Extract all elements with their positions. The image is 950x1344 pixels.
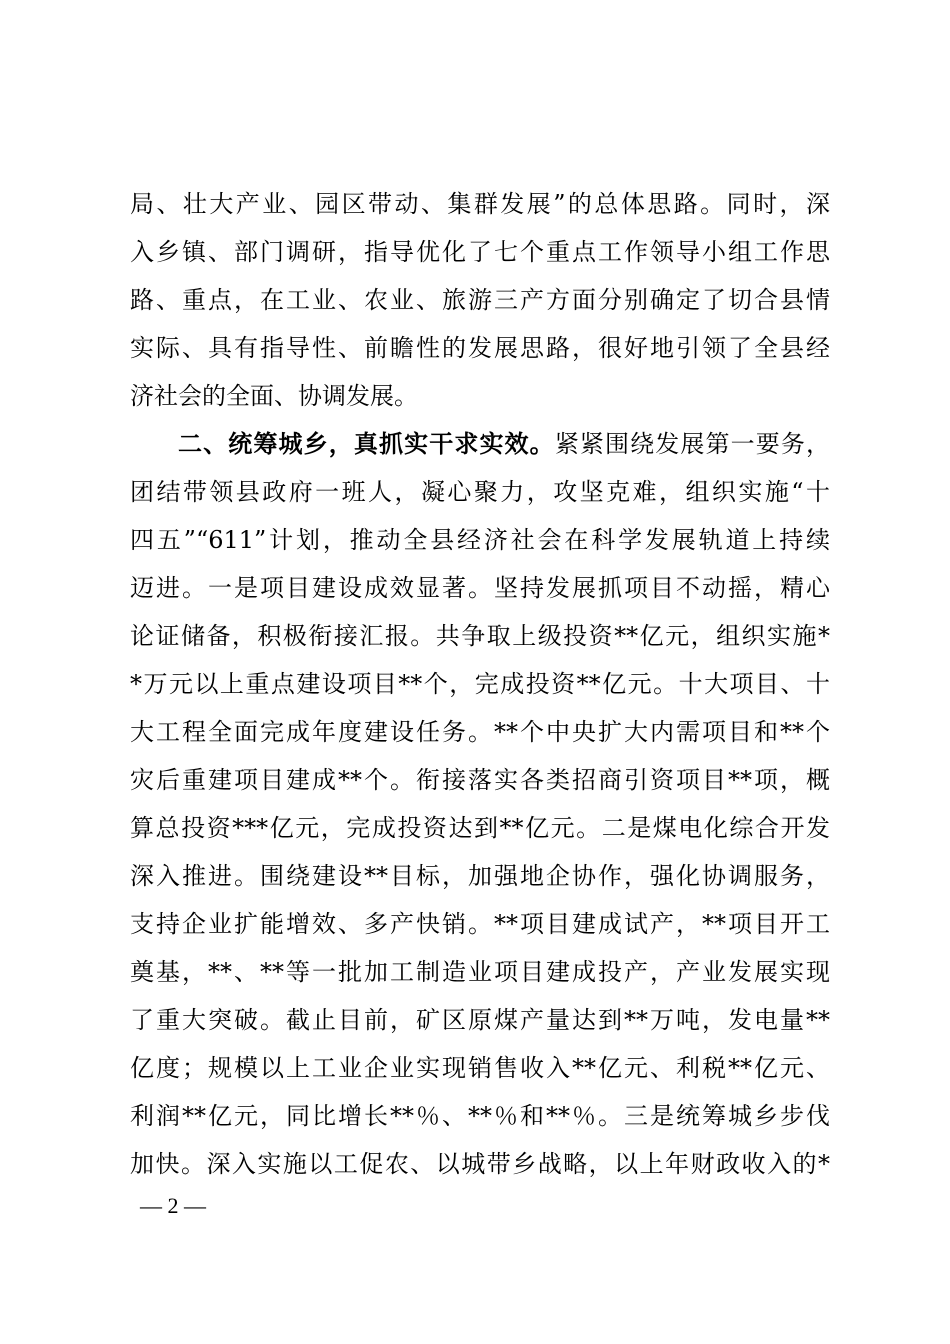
paragraph-line: 路、重点，在工业、农业、旅游三产方面分别确定了切合县情 [130, 286, 830, 314]
paragraph-line: 团结带领县政府一班人，凝心聚力，攻坚克难，组织实施“十 [130, 478, 830, 506]
paragraph-line: 深入推进。围绕建设**目标，加强地企协作，强化协调服务， [130, 862, 830, 890]
paragraph-line: 了重大突破。截止目前，矿区原煤产量达到**万吨，发电量** [130, 1006, 830, 1034]
paragraph-line: 奠基，**、**等一批加工制造业项目建成投产，产业发展实现 [130, 958, 830, 986]
paragraph-line: *万元以上重点建设项目**个，完成投资**亿元。十大项目、十 [130, 670, 830, 698]
paragraph-line: 支持企业扩能增效、多产快销。**项目建成试产，**项目开工 [130, 910, 830, 938]
paragraph-line: 济社会的全面、协调发展。 [130, 382, 418, 410]
section-heading-rest: 紧紧围绕发展第一要务， [554, 430, 831, 458]
body-text [130, 180, 830, 1188]
paragraph-line: 迈进。一是项目建设成效显著。坚持发展抓项目不动摇，精心 [130, 574, 830, 602]
paragraph-line: 入乡镇、部门调研，指导优化了七个重点工作领导小组工作思 [130, 238, 830, 266]
paragraph-line: 加快。深入实施以工促农、以城带乡战略，以上年财政收入的* [130, 1150, 830, 1178]
paragraph-line: 利润**亿元，同比增长**％、**％和**％。三是统筹城乡步伐 [130, 1102, 830, 1130]
paragraph-line: 亿度；规模以上工业企业实现销售收入**亿元、利税**亿元、 [130, 1054, 830, 1082]
paragraph-line: 四五”“611”计划，推动全县经济社会在科学发展轨道上持续 [130, 526, 830, 554]
section-heading-line [130, 420, 830, 468]
paragraph-line: 实际、具有指导性、前瞻性的发展思路，很好地引领了全县经 [130, 334, 830, 362]
paragraph-line: 大工程全面完成年度建设任务。**个中央扩大内需项目和**个 [130, 718, 830, 746]
paragraph-line: 局、壮大产业、园区带动、集群发展”的总体思路。同时，深 [130, 190, 830, 218]
paragraph-line: 算总投资***亿元，完成投资达到**亿元。二是煤电化综合开发 [130, 814, 830, 842]
paragraph-line: 论证储备，积极衔接汇报。共争取上级投资**亿元，组织实施* [130, 622, 830, 650]
section-heading: 二、统筹城乡，真抓实干求实效。 [178, 430, 555, 458]
paragraph-line: 灾后重建项目建成**个。衔接落实各类招商引资项目**项，概 [130, 766, 830, 794]
page-number: — 2 — [140, 1193, 206, 1218]
